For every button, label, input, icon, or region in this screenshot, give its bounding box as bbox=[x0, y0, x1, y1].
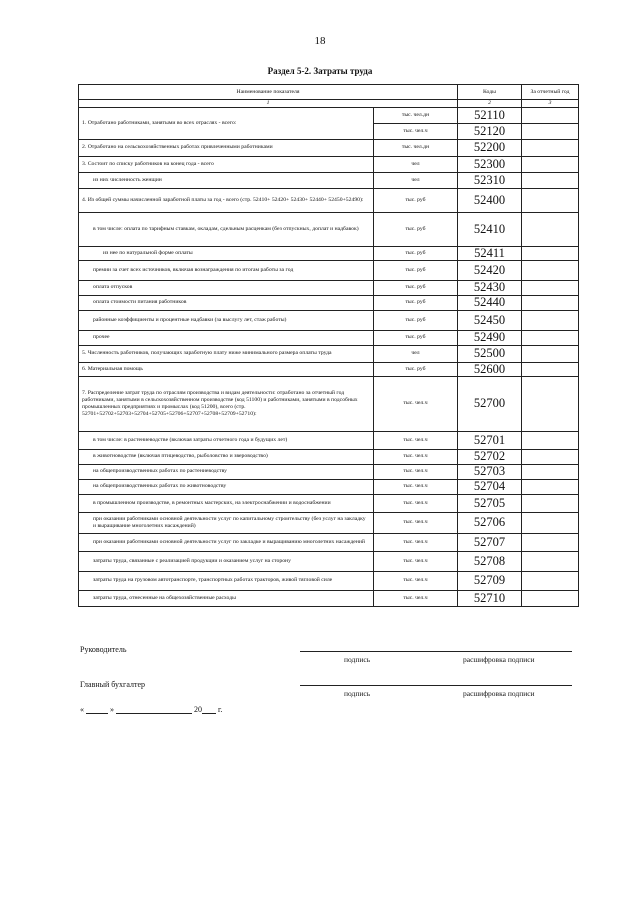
row-name: при оказании работниками основной деятельности услуг по закладке и выращиванию многолетних насаждений bbox=[79, 533, 374, 551]
row-unit: тыс. чел.ч bbox=[374, 533, 458, 551]
row-code: 52700 bbox=[458, 376, 522, 431]
row-value-cell[interactable] bbox=[522, 172, 579, 188]
row-code: 52120 bbox=[458, 123, 522, 139]
row-code: 52110 bbox=[458, 107, 522, 123]
date-line bbox=[80, 705, 222, 714]
table-row bbox=[79, 431, 579, 449]
row-name: прочее bbox=[79, 330, 374, 345]
row-name: 2. Отработано на сельскохозяйственных работах привлеченными работниками bbox=[79, 139, 374, 156]
row-name: 6. Материальная помощь bbox=[79, 362, 374, 376]
row-value-cell[interactable] bbox=[522, 571, 579, 590]
table-row bbox=[79, 590, 579, 606]
row-name: 5. Численность работников, получающих заработную плату ниже минимального размера оплаты труда bbox=[79, 345, 374, 362]
date-open-quote: « bbox=[80, 705, 84, 714]
row-value-cell[interactable] bbox=[522, 449, 579, 464]
row-code: 52704 bbox=[458, 479, 522, 494]
row-value-cell[interactable] bbox=[522, 107, 579, 123]
row-code: 52420 bbox=[458, 260, 522, 280]
table-row bbox=[79, 260, 579, 280]
row-code: 52710 bbox=[458, 590, 522, 606]
row-name: из нее по натуральной форме оплаты bbox=[79, 246, 374, 260]
row-code: 52440 bbox=[458, 295, 522, 310]
row-unit: тыс. чел.ч bbox=[374, 449, 458, 464]
row-unit: тыс. чел.ч bbox=[374, 512, 458, 533]
row-value-cell[interactable] bbox=[522, 212, 579, 246]
row-value-cell[interactable] bbox=[522, 295, 579, 310]
row-name: 3. Состоит по списку работников на конец года - всего bbox=[79, 156, 374, 172]
date-month-field[interactable] bbox=[116, 705, 192, 714]
row-value-cell[interactable] bbox=[522, 479, 579, 494]
row-value-cell[interactable] bbox=[522, 260, 579, 280]
table-row bbox=[79, 330, 579, 345]
row-unit: тыс. чел.ч bbox=[374, 494, 458, 512]
row-name: в том числе: в растениеводстве (включая затраты отчетного года и будущих лет) bbox=[79, 431, 374, 449]
table-row bbox=[79, 107, 579, 123]
row-name: оплата отпусков bbox=[79, 280, 374, 295]
table-row bbox=[79, 533, 579, 551]
row-value-cell[interactable] bbox=[522, 533, 579, 551]
row-code: 52490 bbox=[458, 330, 522, 345]
date-close-quote: » bbox=[110, 705, 114, 714]
table-row bbox=[79, 362, 579, 376]
header-code: Коды bbox=[458, 85, 522, 100]
row-value-cell[interactable] bbox=[522, 512, 579, 533]
row-unit: тыс. руб bbox=[374, 188, 458, 212]
col-number-1: 1 bbox=[79, 100, 458, 108]
row-unit: тыс. чел.ч bbox=[374, 376, 458, 431]
chief-accountant-label: Главный бухгалтер bbox=[80, 680, 145, 689]
row-code: 52701 bbox=[458, 431, 522, 449]
row-unit: тыс. руб bbox=[374, 295, 458, 310]
row-unit: тыс. руб bbox=[374, 330, 458, 345]
accountant-signature-hint: подпись bbox=[344, 689, 371, 698]
row-value-cell[interactable] bbox=[522, 188, 579, 212]
row-unit: тыс. чел.ч bbox=[374, 590, 458, 606]
row-code: 52300 bbox=[458, 156, 522, 172]
row-name: 4. Из общей суммы начисленной заработной платы за год - всего (стр. 52410+ 52420+ 52430+ 52440+ 52450+52490): bbox=[79, 188, 374, 212]
table-row bbox=[79, 345, 579, 362]
row-unit: тыс. руб bbox=[374, 212, 458, 246]
table-row bbox=[79, 571, 579, 590]
row-value-cell[interactable] bbox=[522, 494, 579, 512]
row-name: в том числе: оплата по тарифным ставкам, окладам, сдельным расценкам (без отпускных, доплат и надбавок) bbox=[79, 212, 374, 246]
row-code: 52707 bbox=[458, 533, 522, 551]
row-value-cell[interactable] bbox=[522, 464, 579, 479]
head-label: Руководитель bbox=[80, 645, 127, 654]
head-decoding-hint: расшифровка подписи bbox=[463, 655, 535, 664]
row-unit: тыс. руб bbox=[374, 362, 458, 376]
row-unit: тыс. чел.ч bbox=[374, 123, 458, 139]
row-value-cell[interactable] bbox=[522, 156, 579, 172]
section-title: Раздел 5-2. Затраты труда bbox=[267, 66, 373, 76]
row-name: при оказании работниками основной деятельности услуг по капитальному строительству (без услуг на закладку и выращивание многолетних насаждений) bbox=[79, 512, 374, 533]
row-name: оплата стоимости питания работников bbox=[79, 295, 374, 310]
table-row bbox=[79, 280, 579, 295]
row-code: 52200 bbox=[458, 139, 522, 156]
row-name: районные коэффициенты и процентные надбавки (за выслугу лет, стаж работы) bbox=[79, 310, 374, 330]
date-year-field[interactable] bbox=[202, 705, 216, 714]
row-name: затраты труда, связанные с реализацией продукции и оказанием услуг на сторону bbox=[79, 551, 374, 571]
row-code: 52411 bbox=[458, 246, 522, 260]
table-row bbox=[79, 376, 579, 431]
table-row bbox=[79, 449, 579, 464]
row-name: в промышленном производстве, в ремонтных мастерских, на электроснабжении и водоснабжении bbox=[79, 494, 374, 512]
row-name: на общепроизводственных работах по растениеводству bbox=[79, 464, 374, 479]
table-row bbox=[79, 212, 579, 246]
row-code: 52600 bbox=[458, 362, 522, 376]
row-code: 52708 bbox=[458, 551, 522, 571]
row-name: затраты труда, отнесенные на общехозяйственные расходы bbox=[79, 590, 374, 606]
row-name: затраты труда на грузовом автотранспорте, транспортных работах тракторов, живой тягловой силе bbox=[79, 571, 374, 590]
table-row bbox=[79, 139, 579, 156]
row-unit: чел bbox=[374, 156, 458, 172]
row-code: 52702 bbox=[458, 449, 522, 464]
header-name: Наименование показателя bbox=[79, 85, 458, 100]
row-code: 52430 bbox=[458, 280, 522, 295]
row-unit: тыс. чел.ч bbox=[374, 551, 458, 571]
table-row bbox=[79, 512, 579, 533]
row-name: 1. Отработано работниками, занятыми во всех отраслях - всего: bbox=[79, 107, 374, 139]
row-unit: чел bbox=[374, 172, 458, 188]
row-name: премии за счет всех источников, включая вознаграждения по итогам работы за год bbox=[79, 260, 374, 280]
row-unit: тыс. чел.ч bbox=[374, 479, 458, 494]
table-row bbox=[79, 494, 579, 512]
row-code: 52500 bbox=[458, 345, 522, 362]
table-row bbox=[79, 156, 579, 172]
row-value-cell[interactable] bbox=[522, 362, 579, 376]
row-unit: тыс. руб bbox=[374, 280, 458, 295]
table-row bbox=[79, 172, 579, 188]
row-value-cell[interactable] bbox=[522, 551, 579, 571]
row-value-cell[interactable] bbox=[522, 590, 579, 606]
accountant-signature-line[interactable] bbox=[300, 685, 572, 686]
date-year-suffix: г. bbox=[218, 705, 223, 714]
row-code: 52400 bbox=[458, 188, 522, 212]
row-value-cell[interactable] bbox=[522, 280, 579, 295]
row-unit: тыс. чел.ч bbox=[374, 431, 458, 449]
row-value-cell[interactable] bbox=[522, 139, 579, 156]
table-row bbox=[79, 464, 579, 479]
row-unit: тыс. чел.ч bbox=[374, 571, 458, 590]
row-unit: тыс. руб bbox=[374, 246, 458, 260]
row-value-cell[interactable] bbox=[522, 123, 579, 139]
row-code: 52310 bbox=[458, 172, 522, 188]
head-signature-line[interactable] bbox=[300, 651, 572, 652]
row-value-cell[interactable] bbox=[522, 246, 579, 260]
header-value: За отчетный год bbox=[522, 85, 579, 100]
labor-costs-table bbox=[78, 84, 579, 607]
row-unit: тыс. руб bbox=[374, 260, 458, 280]
column-number-row bbox=[79, 100, 579, 108]
row-value-cell[interactable] bbox=[522, 345, 579, 362]
row-value-cell[interactable] bbox=[522, 310, 579, 330]
table-row bbox=[79, 188, 579, 212]
row-code: 52703 bbox=[458, 464, 522, 479]
col-number-2: 2 bbox=[458, 100, 522, 108]
row-code: 52706 bbox=[458, 512, 522, 533]
row-value-cell[interactable] bbox=[522, 330, 579, 345]
row-name: в животноводстве (включая птицеводство, рыболовство и звероводство) bbox=[79, 449, 374, 464]
table-row bbox=[79, 479, 579, 494]
row-name: на общепроизводственных работах по животноводству bbox=[79, 479, 374, 494]
head-signature-hint: подпись bbox=[344, 655, 371, 664]
table-row bbox=[79, 310, 579, 330]
row-unit: тыс. чел.дн bbox=[374, 139, 458, 156]
page-number: 18 bbox=[314, 35, 326, 47]
table-row bbox=[79, 246, 579, 260]
row-value-cell[interactable] bbox=[522, 431, 579, 449]
row-unit: тыс. чел.ч bbox=[374, 464, 458, 479]
date-year-prefix: 20 bbox=[194, 705, 202, 714]
row-unit: чел bbox=[374, 345, 458, 362]
table-header-row bbox=[79, 85, 579, 100]
row-unit: тыс. руб bbox=[374, 310, 458, 330]
table-row bbox=[79, 295, 579, 310]
table-row bbox=[79, 551, 579, 571]
row-code: 52410 bbox=[458, 212, 522, 246]
row-value-cell[interactable] bbox=[522, 376, 579, 431]
row-code: 52709 bbox=[458, 571, 522, 590]
row-code: 52705 bbox=[458, 494, 522, 512]
date-day-field[interactable] bbox=[86, 705, 108, 714]
col-number-3: 3 bbox=[522, 100, 579, 108]
row-name: 7. Распределение затрат труда по отраслям производства и видам деятельности: отработано за отчетный год работниками, занятыми в сельскохозяйственном производстве (код 51100) и работниками, занятыми в подсобных промышленных предприятиях и промыслах (код 51200), всего (стр. 52701+52702+52703+52704+52705+52706+52707+52708+52709+52710): bbox=[79, 376, 374, 431]
accountant-decoding-hint: расшифровка подписи bbox=[463, 689, 535, 698]
row-code: 52450 bbox=[458, 310, 522, 330]
row-unit: тыс. чел.дн bbox=[374, 107, 458, 123]
row-name: из них численность женщин bbox=[79, 172, 374, 188]
